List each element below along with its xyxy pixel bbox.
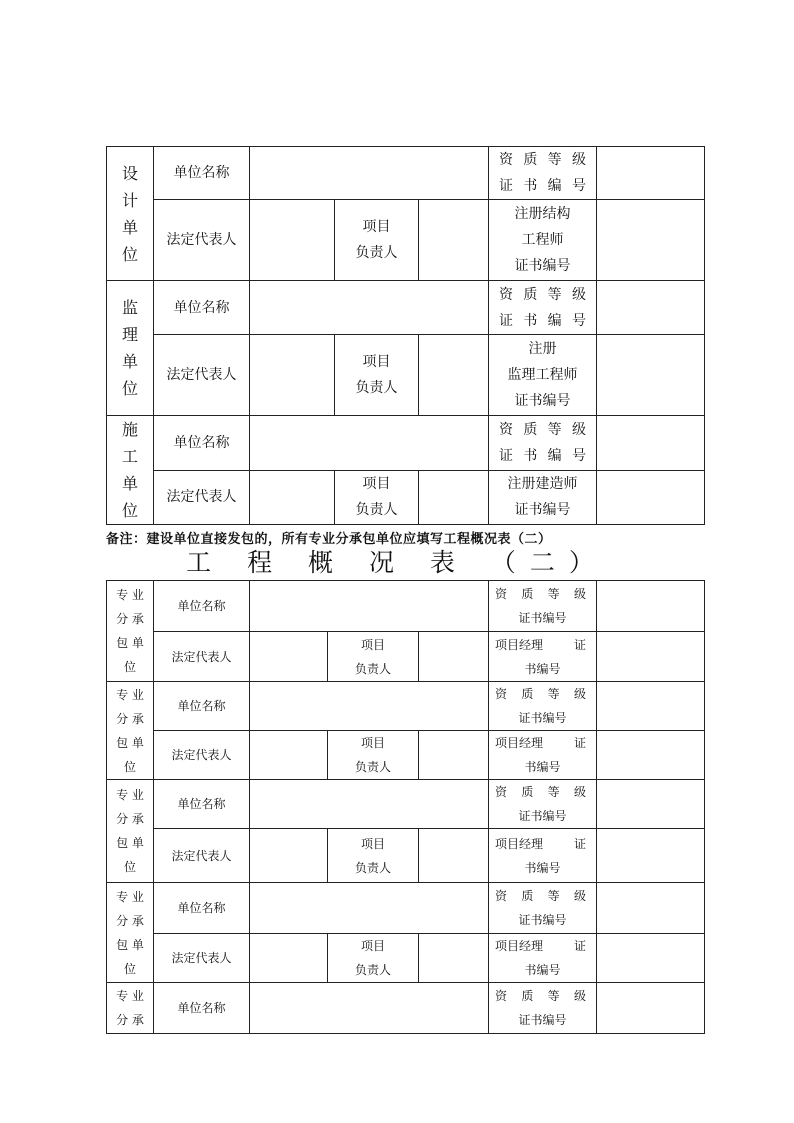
legal-rep-label: 法定代表人 — [154, 470, 250, 525]
subcontractor-table — [106, 580, 705, 1034]
project-leader-field[interactable] — [419, 829, 489, 883]
qualification-cert-field[interactable] — [597, 780, 705, 829]
qualification-cert-field[interactable] — [597, 983, 705, 1034]
project-leader-field[interactable] — [419, 632, 489, 682]
builder-cert-label: 注册建造师 证书编号 — [489, 470, 597, 525]
engineer-cert-field[interactable] — [597, 200, 705, 281]
unit-name-field[interactable] — [250, 416, 489, 471]
pm-cert-field[interactable] — [597, 632, 705, 682]
project-leader-label: 项目 负责人 — [335, 200, 419, 281]
pm-cert-label: 项目经理 证 书编号 — [489, 829, 597, 883]
project-leader-label: 项目 负责人 — [328, 632, 419, 682]
project-leader-label: 项目 负责人 — [328, 731, 419, 780]
legal-rep-label: 法定代表人 — [154, 632, 250, 682]
unit-name-label: 单位名称 — [154, 780, 250, 829]
project-leader-field[interactable] — [419, 934, 489, 983]
project-leader-field[interactable] — [419, 335, 489, 416]
project-leader-label: 项目 负责人 — [335, 335, 419, 416]
legal-rep-field[interactable] — [250, 934, 328, 983]
project-leader-label: 项目 负责人 — [335, 470, 419, 525]
qualification-cert-field[interactable] — [597, 682, 705, 731]
unit-name-field[interactable] — [250, 983, 489, 1034]
unit-name-field[interactable] — [250, 147, 489, 200]
legal-rep-label: 法定代表人 — [154, 335, 250, 416]
legal-rep-field[interactable] — [250, 731, 328, 780]
legal-rep-label: 法定代表人 — [154, 731, 250, 780]
qualification-cert-field[interactable] — [597, 883, 705, 934]
qualification-cert-field[interactable] — [597, 416, 705, 471]
qualification-cert-field[interactable] — [597, 281, 705, 335]
unit-name-field[interactable] — [250, 883, 489, 934]
pm-cert-label: 项目经理 证 书编号 — [489, 934, 597, 983]
unit-name-label: 单位名称 — [154, 983, 250, 1034]
legal-rep-field[interactable] — [250, 632, 328, 682]
legal-rep-label: 法定代表人 — [154, 934, 250, 983]
unit-name-field[interactable] — [250, 581, 489, 632]
unit-name-label: 单位名称 — [154, 581, 250, 632]
unit-info-table-1 — [106, 146, 705, 525]
form-title: 工 程 概 况 表 （二） — [186, 548, 608, 577]
pm-cert-field[interactable] — [597, 829, 705, 883]
project-leader-field[interactable] — [419, 470, 489, 525]
legal-rep-label: 法定代表人 — [154, 829, 250, 883]
unit-name-field[interactable] — [250, 780, 489, 829]
legal-rep-label: 法定代表人 — [154, 200, 250, 281]
qualification-cert-field[interactable] — [597, 581, 705, 632]
unit-name-label: 单位名称 — [154, 883, 250, 934]
qualification-cert-label: 资 质 等 级 证书编号 — [489, 682, 597, 731]
qualification-cert-label: 资 质 等 级 证 书 编 号 — [489, 416, 597, 471]
pm-cert-field[interactable] — [597, 934, 705, 983]
qualification-cert-field[interactable] — [597, 147, 705, 200]
legal-rep-field[interactable] — [250, 829, 328, 883]
design-unit-label: 设 计 单 位 — [107, 147, 154, 281]
subcontract-unit-label: 专 业 分 承 — [107, 983, 154, 1034]
unit-name-field[interactable] — [250, 281, 489, 335]
pm-cert-field[interactable] — [597, 731, 705, 780]
legal-rep-field[interactable] — [250, 470, 335, 525]
project-leader-label: 项目 负责人 — [328, 934, 419, 983]
unit-name-label: 单位名称 — [154, 416, 250, 471]
subcontract-unit-label: 专 业 分 承 包 单 位 — [107, 780, 154, 883]
remark-note: 备注：建设单位直接发包的，所有专业分承包单位应填写工程概况表（二） — [106, 532, 552, 547]
qualification-cert-label: 资 质 等 级 证书编号 — [489, 983, 597, 1034]
unit-name-label: 单位名称 — [154, 281, 250, 335]
qualification-cert-label: 资 质 等 级 证 书 编 号 — [489, 281, 597, 335]
subcontract-unit-label: 专 业 分 承 包 单 位 — [107, 581, 154, 682]
pm-cert-label: 项目经理 证 书编号 — [489, 632, 597, 682]
unit-name-label: 单位名称 — [154, 147, 250, 200]
subcontract-unit-label: 专 业 分 承 包 单 位 — [107, 682, 154, 780]
engineer-cert-label: 注册结构 工程师 证书编号 — [489, 200, 597, 281]
qualification-cert-label: 资 质 等 级 证 书 编 号 — [489, 147, 597, 200]
project-leader-field[interactable] — [419, 731, 489, 780]
supervision-unit-label: 监 理 单 位 — [107, 281, 154, 416]
subcontract-unit-label: 专 业 分 承 包 单 位 — [107, 883, 154, 983]
engineer-cert-field[interactable] — [597, 335, 705, 416]
unit-name-field[interactable] — [250, 682, 489, 731]
legal-rep-field[interactable] — [250, 335, 335, 416]
project-leader-label: 项目 负责人 — [328, 829, 419, 883]
construction-unit-label: 施 工 单 位 — [107, 416, 154, 525]
pm-cert-label: 项目经理 证 书编号 — [489, 731, 597, 780]
qualification-cert-label: 资 质 等 级 证书编号 — [489, 581, 597, 632]
builder-cert-field[interactable] — [597, 470, 705, 525]
legal-rep-field[interactable] — [250, 200, 335, 281]
engineer-cert-label: 注册 监理工程师 证书编号 — [489, 335, 597, 416]
unit-name-label: 单位名称 — [154, 682, 250, 731]
qualification-cert-label: 资 质 等 级 证书编号 — [489, 883, 597, 934]
qualification-cert-label: 资 质 等 级 证书编号 — [489, 780, 597, 829]
project-leader-field[interactable] — [419, 200, 489, 281]
